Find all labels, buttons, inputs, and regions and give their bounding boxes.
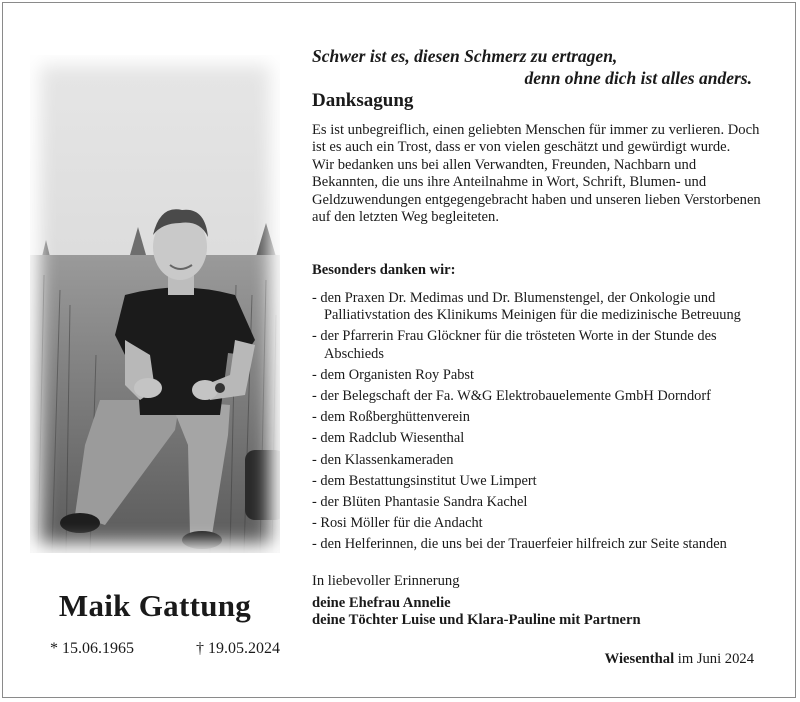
place-name: Wiesenthal [604,651,675,667]
list-item: - dem Radclub Wiesenthal [312,430,465,447]
life-dates [50,640,280,658]
list-item: - der Pfarrerin Frau Glöckner für die trösteten Worte in der Stunde des Abschieds [312,328,717,362]
list-item: - dem Roßberghüttenverein [312,409,470,426]
list-item: - der Belegschaft der Fa. W&G Elektrobauelemente GmbH Dorndorf [312,388,711,405]
memory-line: In liebevoller Erinnerung [312,573,460,589]
list-item: - den Praxen Dr. Medimas und Dr. Blumenstengel, der Onkologie und Palliativstation des Klinikums Meinigen für die medizinische Betreuung [312,290,741,324]
special-thanks-heading: Besonders danken wir: [312,262,456,278]
deceased-name: Maik Gattung [58,588,252,623]
list-item: - der Blüten Phantasie Sandra Kachel [312,494,528,511]
intro-paragraph: Es ist unbegreiflich, einen geliebten Menschen für immer zu verlieren. Doch ist es auch ein Trost, dass er von vielen geschätzt und gewürdigt wurde. [312,122,760,156]
family-signature [312,595,752,629]
thanks-list [312,290,762,558]
intro-paragraph: Wir bedanken uns bei allen Verwandten, Freunden, Nachbarn und Bekannten, die uns ihre Anteilnahme in Wort, Schrift, Blumen- und Geldzuwendungen entgegengebracht haben und unseren lieben Verstorbenen auf den letzten Weg begleiteten. [312,156,761,226]
date-line: im Juni 2024 [677,651,754,667]
death-date: † 19.05.2024 [196,640,280,657]
place-date [605,651,754,668]
intro-text [312,122,762,226]
motto-line-1: Schwer ist es, diesen Schmerz zu ertragen, [312,46,618,66]
birth-date: * 15.06.1965 [50,640,134,657]
notice-heading: Danksagung [312,90,414,111]
list-item: - dem Bestattungsinstitut Uwe Limpert [312,472,537,489]
family-line: deine Ehefrau Annelie [312,595,451,611]
list-item: - den Klassenkameraden [312,451,454,468]
motto [312,45,752,89]
list-item: - Rosi Möller für die Andacht [312,515,483,532]
list-item: - dem Organisten Roy Pabst [312,366,475,383]
family-line: deine Töchter Luise und Klara-Pauline mit Partnern [312,612,641,628]
list-item: - den Helferinnen, die uns bei der Trauerfeier hilfreich zur Seite standen [312,536,727,553]
motto-line-2: denn ohne dich ist alles anders. [524,68,752,88]
portrait-photo [30,55,280,553]
